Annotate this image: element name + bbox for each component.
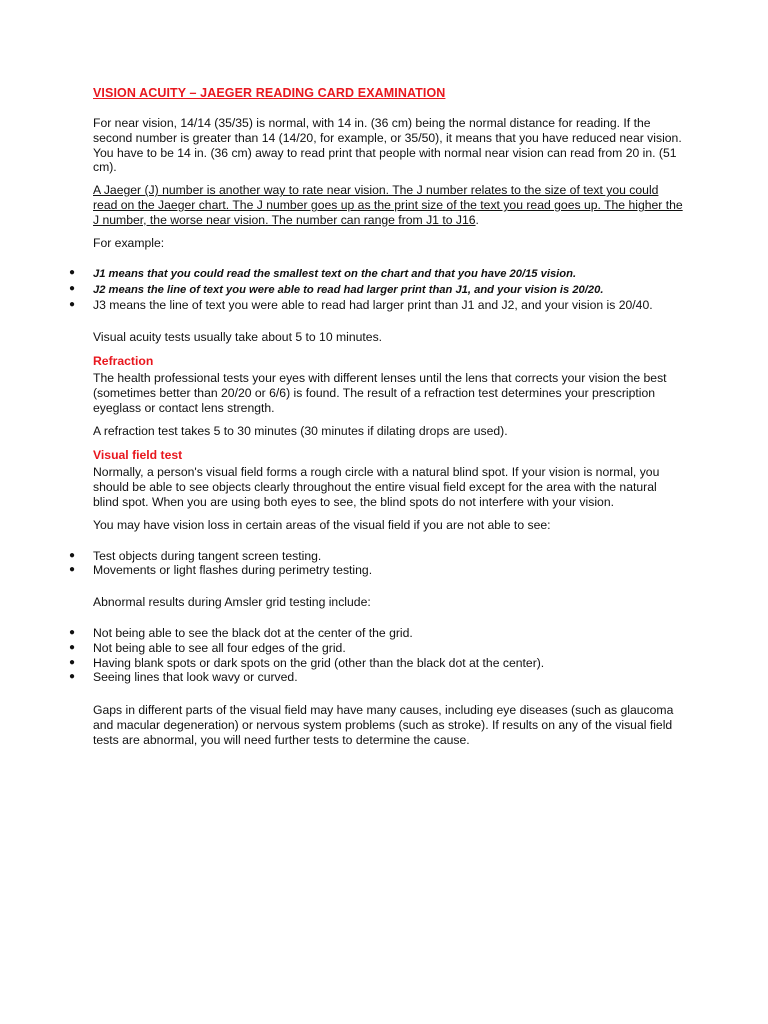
visual-field-paragraph: Normally, a person's visual field forms a rough circle with a natural blind spot. If your vision is normal, you should be able to see objects clearly throughout the entire visual field except for the area with the natural blind spot. When you are using both eyes to see, the blind spots do not interfere with your vision. xyxy=(93,465,660,509)
list-item-text: Seeing lines that look wavy or curved. xyxy=(93,670,298,685)
list-item-text: J2 means the line of text you were able to read had larger print than J1, and your vision is 20/20. xyxy=(93,284,604,297)
bullet-icon: ● xyxy=(69,267,76,279)
list-item xyxy=(69,266,683,282)
jaeger-paragraph-period: . xyxy=(475,212,479,227)
list-item xyxy=(69,563,683,578)
amsler-intro: Abnormal results during Amsler grid testing include: xyxy=(93,595,371,610)
document-page xyxy=(69,86,683,748)
bullet-icon: ● xyxy=(69,641,76,653)
bullet-icon: ● xyxy=(69,626,76,638)
bullet-icon: ● xyxy=(69,549,76,561)
refraction-paragraph: The health professional tests your eyes with different lenses until the lens that corrects your vision the best (sometimes better than 20/20 or 6/6) is found. The result of a refraction test determines your prescription eyeglass or contact lens strength. xyxy=(93,371,667,415)
jaeger-paragraph xyxy=(93,183,683,227)
list-item xyxy=(69,549,683,564)
document-title: VISION ACUITY – JAEGER READING CARD EXAMINATION xyxy=(93,86,446,100)
list-item xyxy=(69,282,683,298)
bullet-icon: ● xyxy=(69,283,76,295)
j-number-list xyxy=(69,266,683,312)
list-item xyxy=(69,656,683,671)
gaps-paragraph: Gaps in different parts of the visual field may have many causes, including eye diseases (such as glaucoma and macular degeneration) or nervous system problems (such as stroke). If results on any of the visual field tests are abnormal, you will need further tests to determine the cause. xyxy=(93,703,674,747)
for-example-label: For example: xyxy=(93,235,165,250)
list-item xyxy=(69,670,683,685)
list-item xyxy=(69,298,683,313)
refraction-heading: Refraction xyxy=(93,353,154,368)
bullet-icon: ● xyxy=(69,656,76,668)
list-item xyxy=(69,626,683,641)
duration-text: Visual acuity tests usually take about 5 to 10 minutes. xyxy=(93,329,383,344)
refraction-duration: A refraction test takes 5 to 30 minutes (30 minutes if dilating drops are used). xyxy=(93,423,508,438)
intro-paragraph: For near vision, 14/14 (35/35) is normal, with 14 in. (36 cm) being the normal distance for reading. If the second number is greater than 14 (14/20, for example, or 35/50), it means that you have reduced near vision. You have to be 14 in. (36 cm) away to read print that people with normal near vision can read from 20 in. (51 cm). xyxy=(93,116,682,175)
visual-field-heading: Visual field test xyxy=(93,447,183,462)
list-item xyxy=(69,641,683,656)
amsler-list xyxy=(69,626,683,685)
list-item-text: Movements or light flashes during perimetry testing. xyxy=(93,563,373,578)
list-item-text: J1 means that you could read the smallest text on the chart and that you have 20/15 vision. xyxy=(93,268,577,281)
list-item-text: J3 means the line of text you were able to read had larger print than J1 and J2, and your vision is 20/40. xyxy=(93,297,653,312)
list-item-text: Not being able to see all four edges of the grid. xyxy=(93,640,346,655)
list-item-text: Test objects during tangent screen testing. xyxy=(93,548,322,563)
bullet-icon: ● xyxy=(69,298,76,310)
bullet-icon: ● xyxy=(69,564,76,576)
vision-loss-list xyxy=(69,549,683,579)
bullet-icon: ● xyxy=(69,671,76,683)
list-item-text: Not being able to see the black dot at the center of the grid. xyxy=(93,625,413,640)
jaeger-paragraph-text: A Jaeger (J) number is another way to rate near vision. The J number relates to the size of text you could read on the Jaeger chart. The J number goes up as the print size of the text you read goes up. The higher the J number, the worse near vision. The number can range from J1 to J16 xyxy=(93,183,683,227)
vision-loss-intro: You may have vision loss in certain areas of the visual field if you are not able to see: xyxy=(93,517,551,532)
list-item-text: Having blank spots or dark spots on the grid (other than the black dot at the center). xyxy=(93,655,545,670)
